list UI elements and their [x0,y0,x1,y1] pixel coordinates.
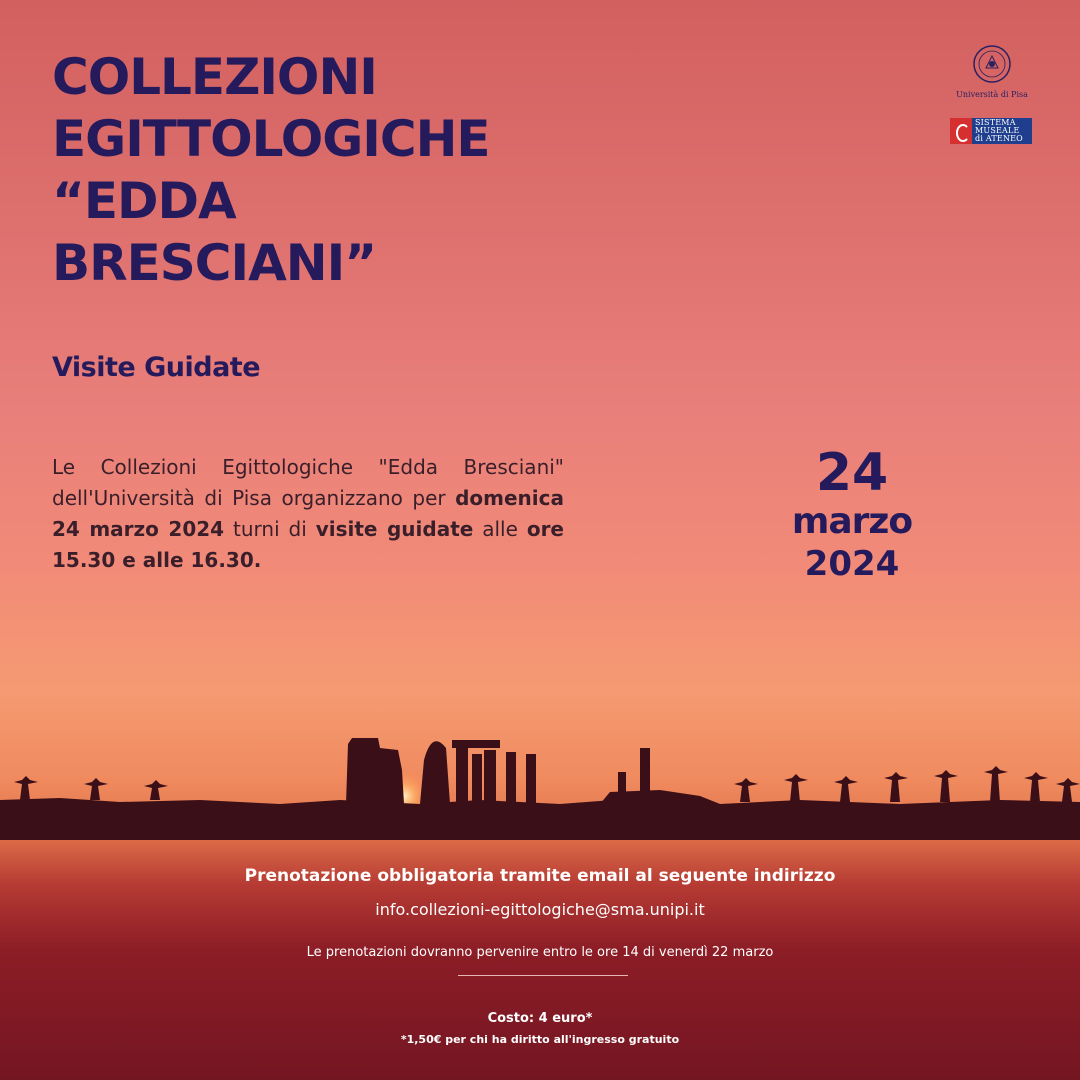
description-text-3: alle [473,517,527,541]
sma-label-line-3: di ATENEO [975,134,1023,143]
description-bold-date: domenica 24 marzo 2024 [52,486,564,541]
title-line-3: “EDDA [52,172,236,230]
poster-subtitle: Visite Guidate [52,352,261,383]
university-seal-icon [972,44,1012,84]
date-month: marzo [791,501,913,542]
description-text-2: turni di [224,517,316,541]
description-bold-visits: visite guidate [315,517,474,541]
sma-label-line-2: MUSEALE [975,126,1020,135]
sma-label-line-1: SISTEMA [975,118,1016,127]
booking-email-link[interactable]: info.collezioni-egittologiche@sma.unipi.it [375,900,705,919]
event-date [772,444,932,586]
date-day: 24 [815,443,889,503]
poster-title [52,46,612,294]
date-year: 2024 [804,544,900,584]
cost-note: *1,50€ per chi ha diritto all'ingresso gratuito [400,1033,680,1046]
title-line-2: EGITTOLOGICHE [52,110,490,168]
booking-heading: Prenotazione obbligatoria tramite email al seguente indirizzo [244,866,836,886]
university-of-pisa-logo [950,44,1034,99]
palm-trees [14,766,1080,802]
sistema-museale-logo [950,118,1032,144]
event-description [52,452,564,576]
description-text-1: Le Collezioni Egittologiche "Edda Bresciani" dell'Università di Pisa organizzano per [52,455,564,510]
temple-ruins-silhouette [0,700,1080,840]
silhouette-shapes [0,738,1080,840]
cost-label: Costo: 4 euro* [487,1011,593,1026]
description-bold-times: ore 15.30 e alle 16.30. [52,517,564,572]
university-logo-label: Università di Pisa [956,90,1028,99]
title-line-1: COLLEZIONI [52,48,377,106]
booking-deadline: Le prenotazioni dovranno pervenire entro le ore 14 di venerdì 22 marzo [306,945,774,960]
sma-mark-icon [950,118,972,144]
divider [458,975,628,976]
sma-logo-label [972,119,1023,143]
title-line-4: BRESCIANI” [52,234,377,292]
